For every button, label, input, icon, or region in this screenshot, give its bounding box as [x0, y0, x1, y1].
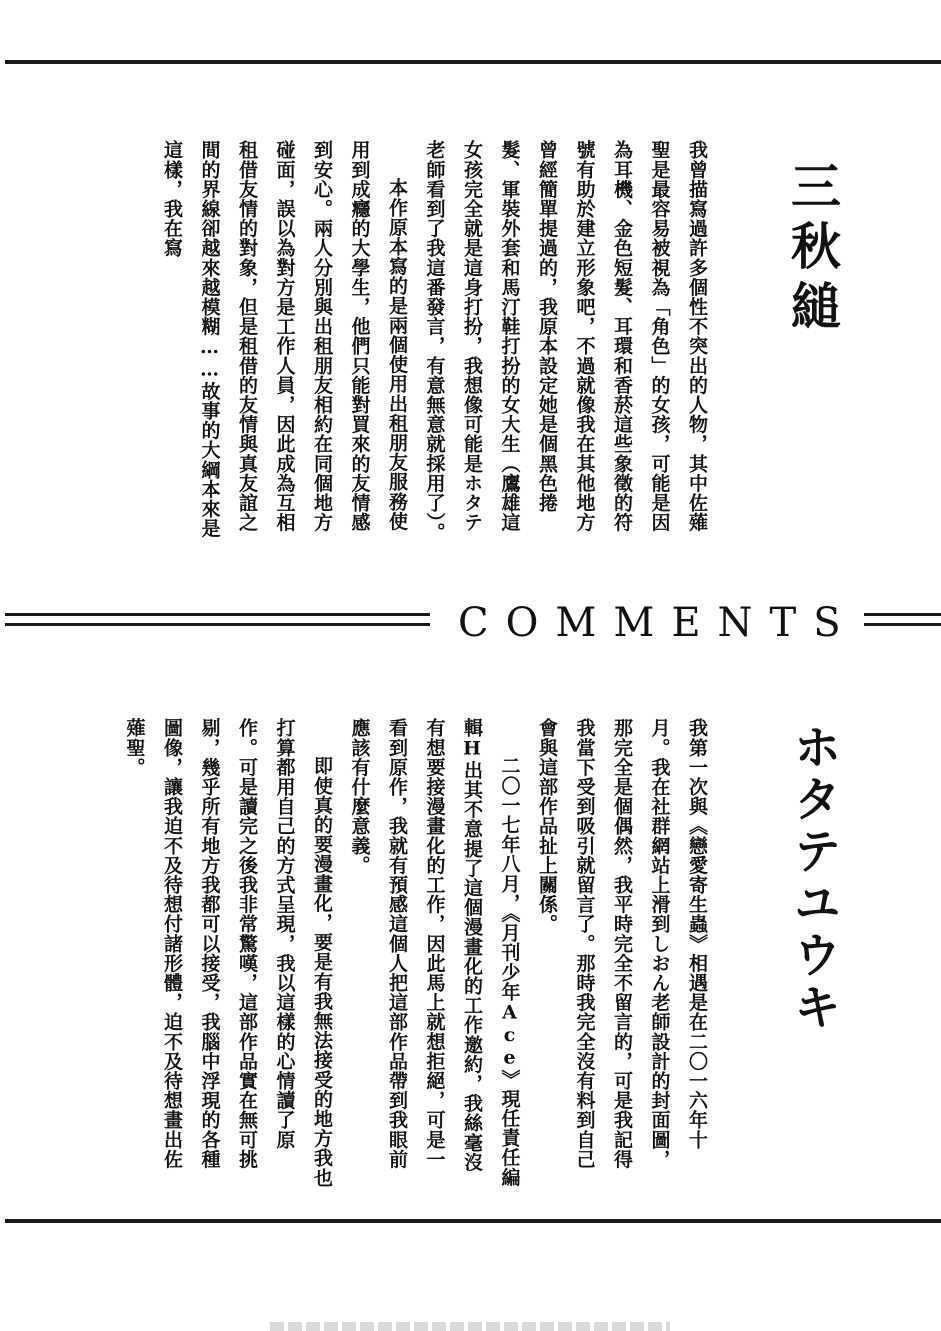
comment-paragraph: 我曾描寫過許多個性不突出的人物，其中佐薙聖是最容易被視為「角色」的女孩，可能是因為耳機、金色短髮、耳環和香菸這些象徵的符號有助於建立形象吧，不過就像我在其他地方曾經簡單提過的，我原本設定她是個黑色捲髮、軍裝外套和馬汀鞋打扮的女大生（鷹雄這女孩完全就是這身打扮，我想像可能是ホタテ老師看到了我這番發言，有意無意就採用了）。: [423, 140, 708, 543]
illustrator-name: ホタテユウキ: [785, 722, 841, 1034]
illustrator-comment-text: [110, 718, 715, 1188]
top-rule: [5, 60, 941, 64]
illustrator-section: [110, 718, 848, 1188]
comment-paragraph: 本作原本寫的是兩個使用出租朋友服務使用到成癮的大學生，他們只能對買來的友情感到安心。兩人分別與出租朋友相約在同個地方碰面，誤以為對方是工作人員，因此成為互相租借友情的對象，但是租借的友情與真友誼之間的界線卻越來越模糊……故事的大綱本來是這樣，我在寫: [161, 140, 408, 538]
comments-heading: COMMENTS: [458, 600, 858, 646]
header-author-section: [110, 140, 848, 550]
comments-left-bar-lower: [5, 623, 430, 626]
bottom-rule: [5, 1219, 941, 1223]
comments-right-bar-upper: [864, 613, 941, 616]
author-comment-text: [110, 140, 715, 550]
footer-faint-marks: [270, 1322, 670, 1331]
author-name: 三秋縋: [783, 160, 841, 340]
comments-right-bar-lower: [864, 623, 941, 626]
comment-paragraph: 二〇一七年八月，《月刊少年Ace》現任責任編輯H出其不意提了這個漫畫化的工作邀約，我絲毫沒有想要接漫畫化的工作，因此馬上就想拒絕，可是一看到原作，我就有預感這個人把這部作品帶到我眼前應該有什麼意義。: [348, 718, 521, 1187]
comment-paragraph: 我第一次與《戀愛寄生蟲》相遇是在二〇一六年十月。我在社群網站上滑到しおん老師設計的封面圖，那完全是個偶然，我平時完全不留言的，可是我記得我當下受到吸引就留言了。那時我完全沒有料到自己會與這部作品扯上關係。: [536, 718, 708, 1169]
comment-paragraph: 即使真的要漫畫化，要是有我無法接受的地方我也打算都用自己的方式呈現，我以這樣的心情讀了原作。可是讀完之後我非常驚嘆，這部作品實在無可挑剔，幾乎所有地方我都可以接受，我腦中浮現的各種圖像，讓我迫不及待想付諸形體，迫不及待想畫出佐薙聖。: [123, 718, 333, 1188]
comments-left-bar-upper: [5, 613, 430, 616]
